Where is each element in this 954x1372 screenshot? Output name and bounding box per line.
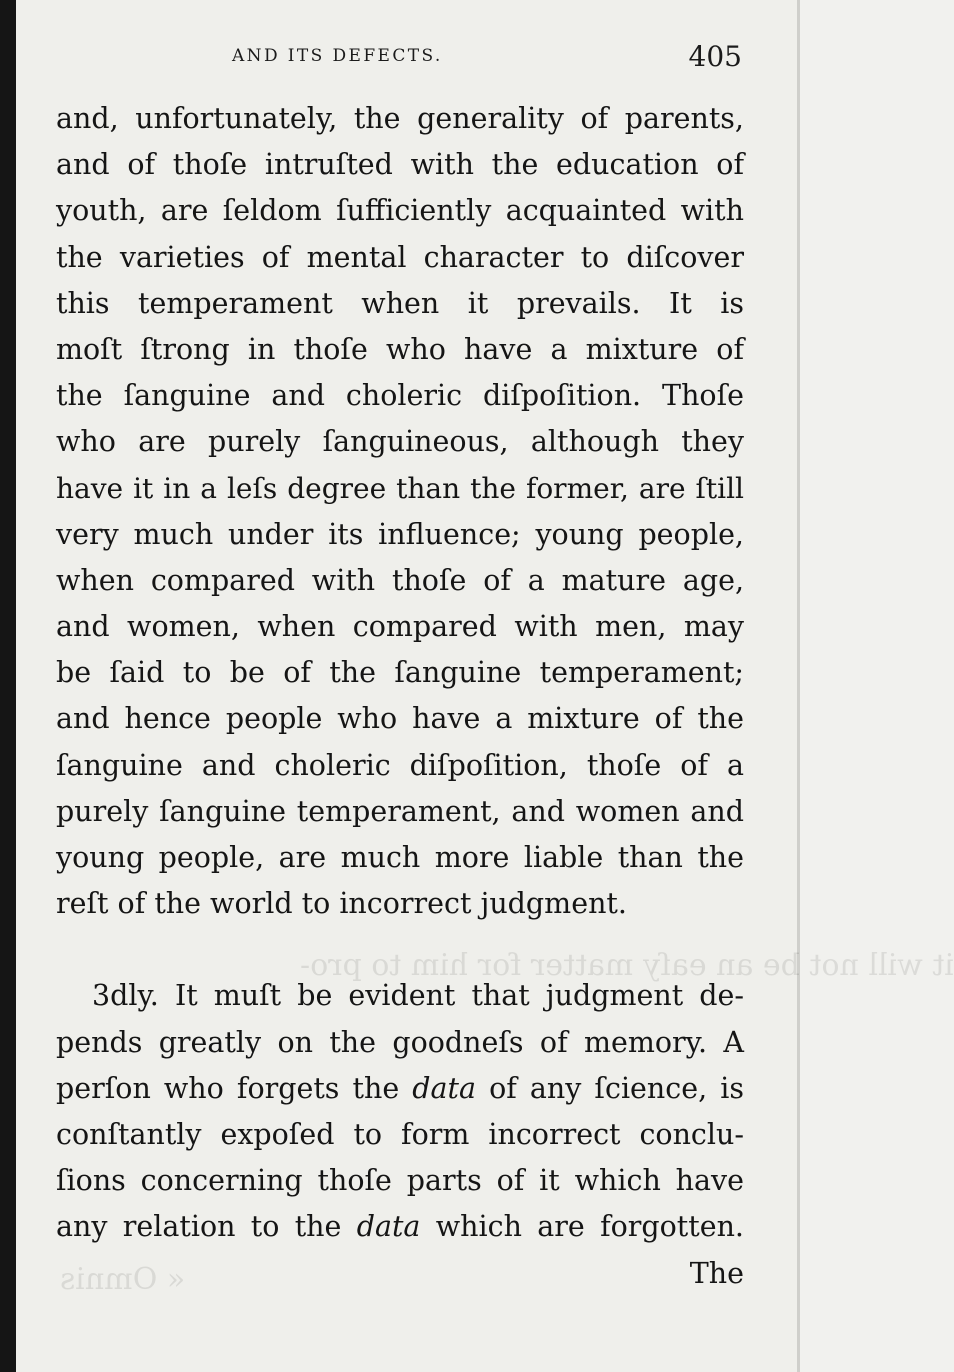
page-header <box>232 36 742 80</box>
text-line: this temperament when it prevails. It is <box>56 286 744 320</box>
text-line <box>56 1066 744 1112</box>
text-line: and women, when compared with men, may <box>56 610 744 644</box>
paragraph <box>56 973 744 1250</box>
text-line: purely ſanguine temperament, and women and <box>56 794 744 828</box>
text-line: reſt of the world to incorrect judgment. <box>56 887 627 921</box>
text-line: 3dly. It muſt be evident that judgment de- <box>92 979 744 1013</box>
italic-word: data <box>412 1071 476 1105</box>
scan-right-edge <box>797 0 800 1372</box>
text-line: and, unfortunately, the generality of parents, <box>56 102 744 135</box>
text-line: young people, are much more liable than the <box>56 841 744 874</box>
text-run: any relation to the <box>56 1210 357 1244</box>
text-line: who are purely ſanguineous, although they <box>56 425 744 459</box>
running-head: AND ITS DEFECTS. <box>232 46 443 66</box>
text-line: and hence people who have a mixture of the <box>56 702 744 736</box>
text-line: ſions concerning thoſe parts of it which have <box>56 1164 744 1198</box>
page-number: 405 <box>688 40 742 73</box>
text-run: perſon who forgets the <box>56 1071 413 1105</box>
body-text <box>56 96 744 1297</box>
text-run: of any ſcience, is <box>475 1071 744 1105</box>
paragraph-gap <box>56 927 744 973</box>
paragraph <box>56 96 744 927</box>
text-line: be ſaid to be of the ſanguine temperament; <box>56 656 744 690</box>
text-line: the varieties of mental character to diſcover <box>56 240 744 274</box>
catchword: The <box>689 1256 744 1290</box>
text-line: when compared with thoſe of a mature age, <box>56 563 744 597</box>
italic-word: data <box>356 1210 421 1244</box>
text-run: which are forgotten. <box>420 1210 744 1244</box>
text-line: and of thoſe intruſted with the education of <box>56 148 744 182</box>
show-through-text: it will not be an eaſy matter for him to pro- <box>300 948 954 983</box>
scan-left-edge <box>0 0 16 1372</box>
text-line: the ſanguine and choleric diſpoſition. Thoſe <box>56 379 744 413</box>
text-line: have it in a leſs degree than the former, are ſtill <box>56 471 744 505</box>
text-line: pends greatly on the goodneſs of memory. A <box>56 1025 744 1059</box>
text-line: ſanguine and choleric diſpoſition, thoſe of a <box>56 748 744 782</box>
text-line: youth, are ſeldom ſufficiently acquainted with <box>56 194 744 228</box>
text-line: moſt ſtrong in thoſe who have a mixture of <box>56 332 744 366</box>
text-line: very much under its influence; young people, <box>56 517 744 551</box>
show-through-text: « Omnis <box>60 1262 186 1297</box>
text-line <box>56 1204 744 1250</box>
text-line: conſtantly expoſed to form incorrect conclu- <box>56 1117 744 1151</box>
